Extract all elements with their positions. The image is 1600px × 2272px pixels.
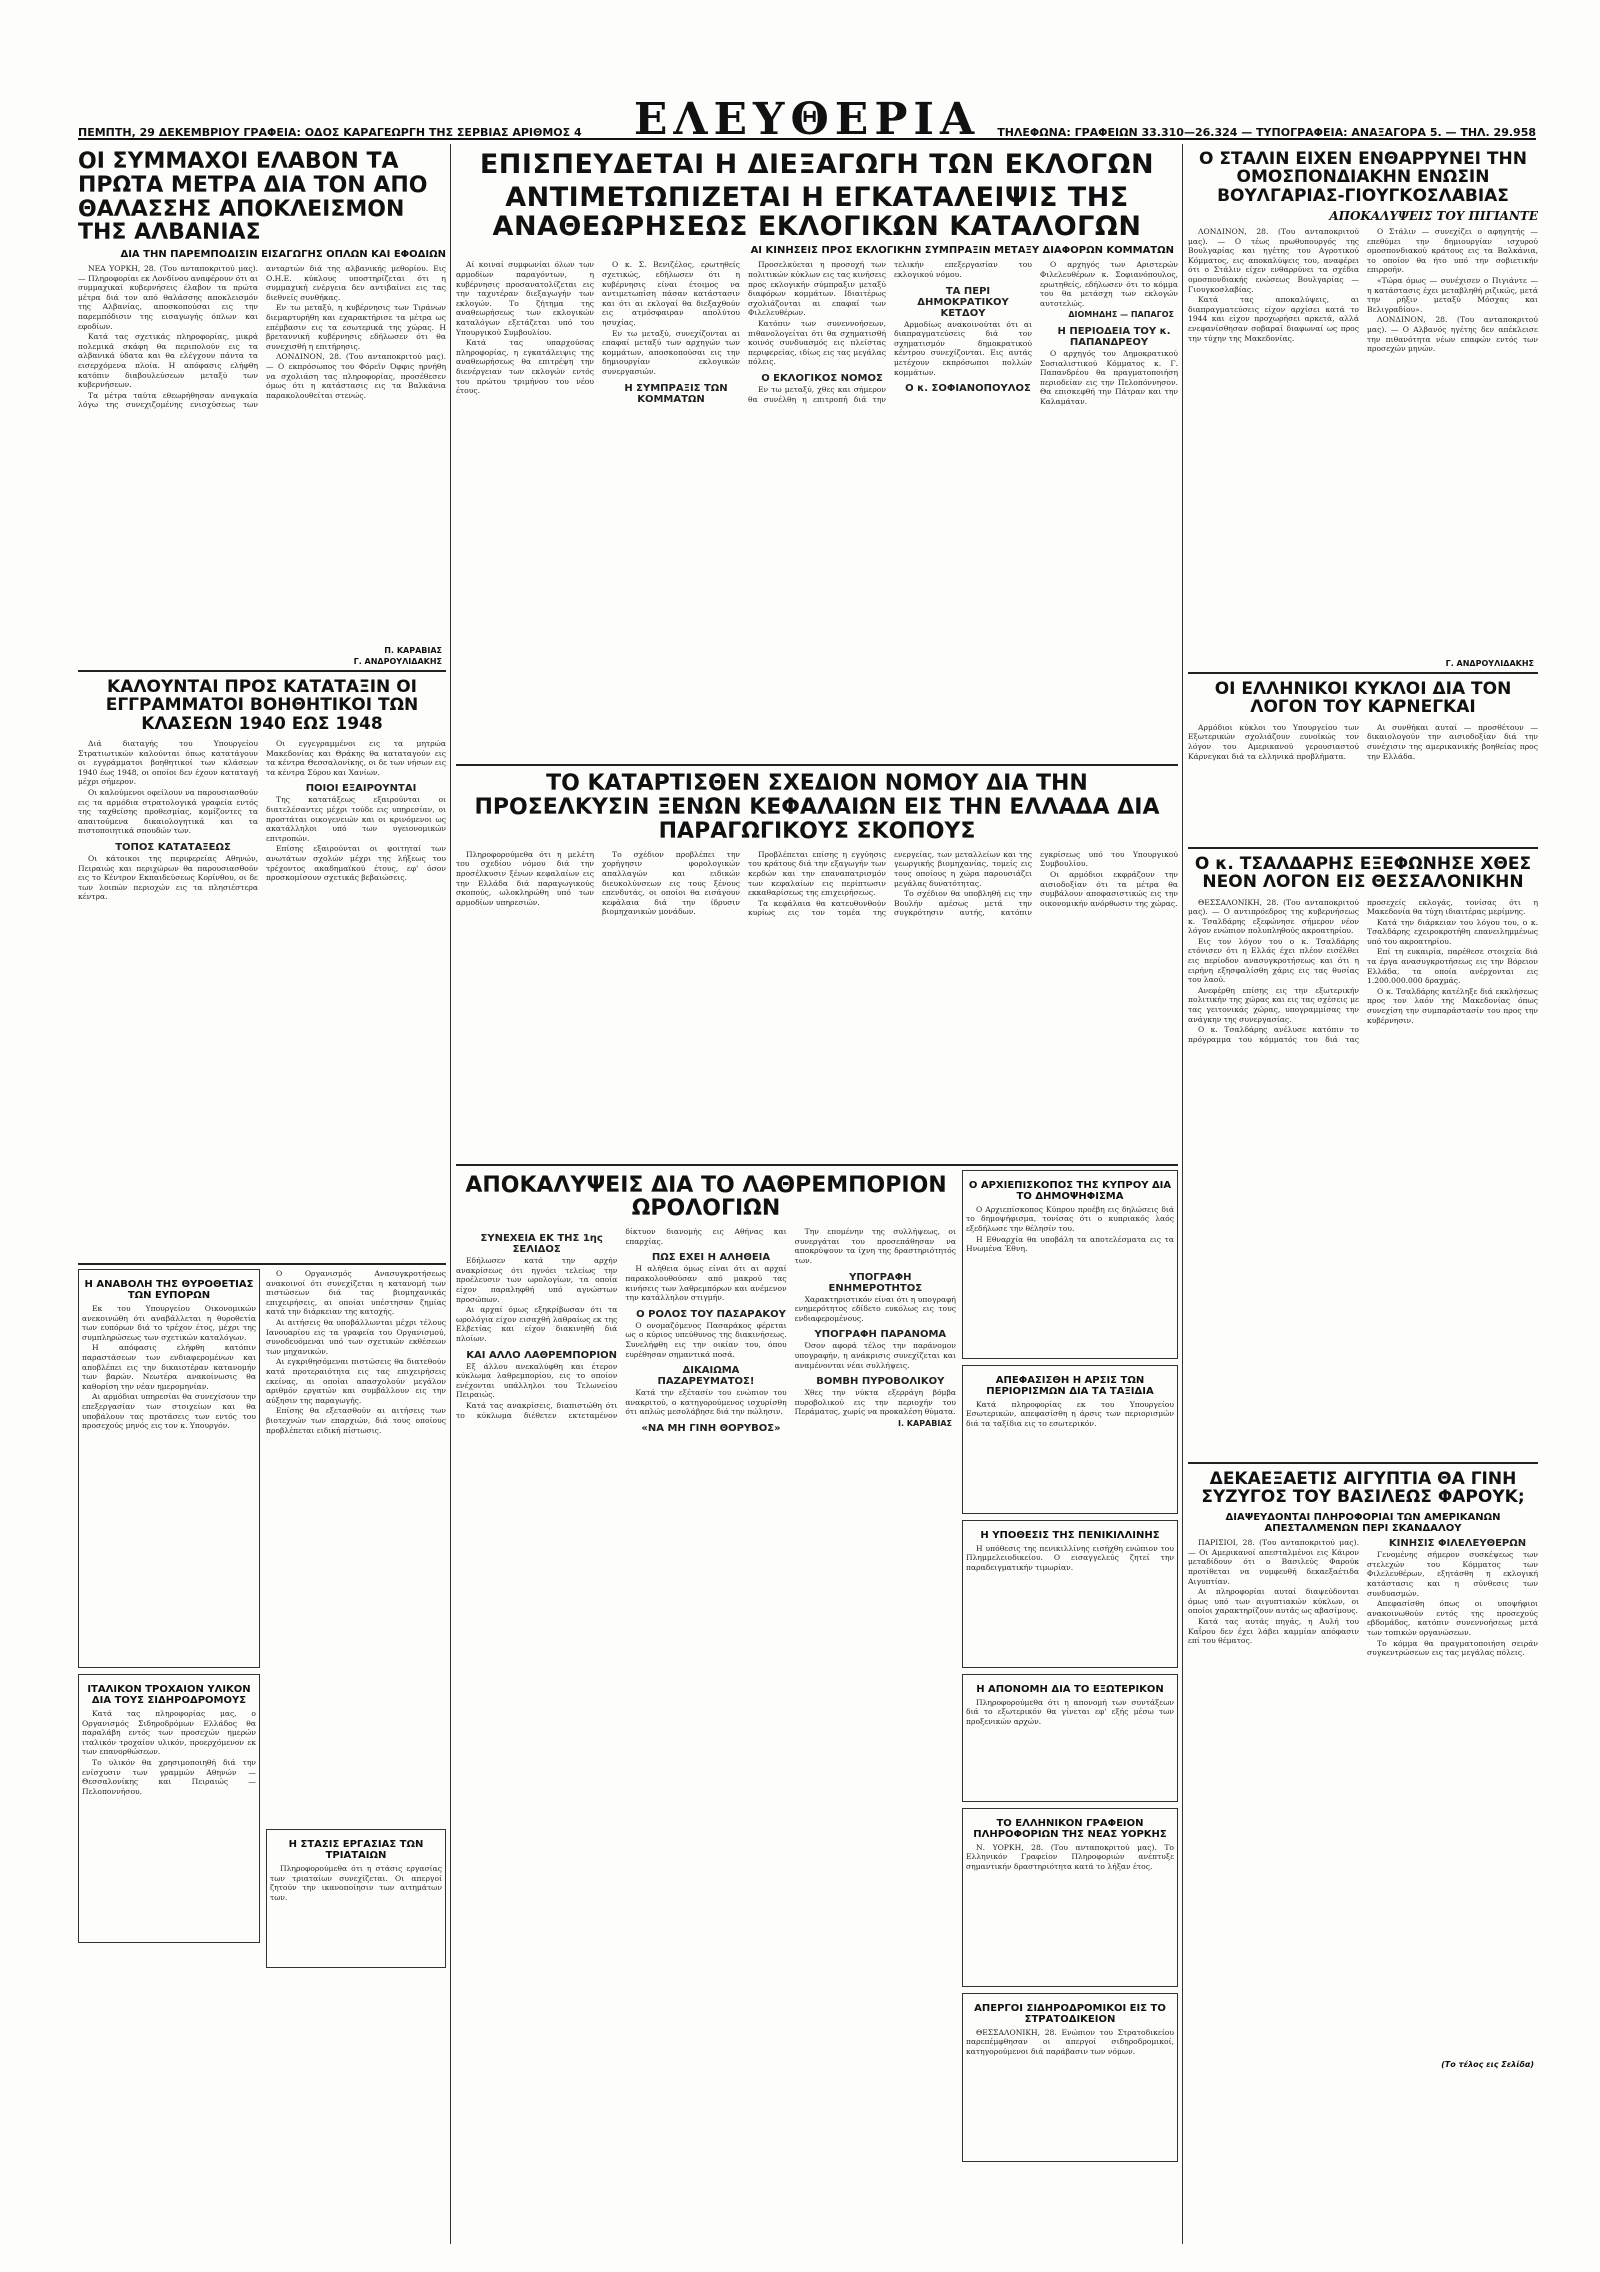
right-headline-2: ΟΙ ΕΛΛΗΝΙΚΟΙ ΚΥΚΛΟΙ ΔΙΑ ΤΟΝ ΛΟΓΟΝ ΤΟΥ ΚΑΡΝΕΓΚΑΙ — [1214, 679, 1512, 718]
column-rule — [450, 144, 451, 2244]
left-subhead: ΔΙΑ ΤΗΝ ΠΑΡΕΜΠΟΔΙΣΙΝ ΕΙΣΑΓΩΓΗΣ ΟΠΛΩΝ ΚΑΙ ΕΦΟΔΙΩΝ — [120, 249, 446, 260]
byline: Π. ΚΑΡΑΒΙΑΣ — [384, 646, 442, 655]
article-body: ΝΕΑ ΥΟΡΚΗ, 28. (Του ανταποκριτού μας). — Πληροφορίαι εκ Λονδίνου αναφέρουν ότι αι συμμαχικαί κυβερνήσεις έλαβον τα πρώτα μέτρα διά τον από θαλάσσης αποκλεισμόν της Αλβανίας, αποσκοπούσαι εις την παρεμπόδισιν της εισαγωγής όπλων και εφοδίων. Κατά τας σχετικάς πληροφορίας, μικρά πολεμικά σκάφη θα περιπολούν εις τα αλβανικά ύδατα και θα ελέγχουν πάντα τα εισερχόμενα πλοία. Η απόφασις ελήφθη κατόπιν διαβουλεύσεων μεταξύ των κυβερνήσεων. Τα μέτρα ταύτα εθεωρήθησαν αναγκαία λόγω της συνεχιζομένης ενισχύσεως των ανταρτών διά της αλβανικής μεθορίου. Εις Ο.Η.Ε. κύκλους υποστηρίζεται ότι η συμμαχική ενέργεια δεν αντιβαίνει εις τας διεθνείς συνθήκας. Εν τω μεταξύ, η κυβέρνησις των Τιράνων διεμαρτυρήθη και εχαρακτήρισε τα μέτρα ως επέμβασιν εις τα εσωτερικά της χώρας. Η βρεταννική κυβέρνησις εδήλωσεν ότι θα συνεχισθή η επιτήρησις. ΛΟΝΔΙΝΟΝ, 28. (Του ανταποκριτού μας). — Ο εκπρόσωπος του Φόρεϊν Όφφις ηρνήθη να σχολιάση τας πληροφορίας, προσέθεσεν όμως ότι η κατάστασις εις τα Βαλκάνια παρακολουθείται στενώς. — [78, 264, 446, 410]
article-body: Η υπόθεσις της πενικιλλίνης εισήχθη ενώπιον του Πλημμελειοδικείου. Ο εισαγγελεύς ζητεί την παραδειγματικήν τιμωρίαν. — [966, 1543, 1174, 1572]
section-heading: ΒΟΜΒΗ ΠΥΡΟΒΟΛΙΚΟΥ — [816, 1376, 945, 1388]
center-column — [456, 146, 1178, 2246]
box-headline: ΑΠΕΡΓΟΙ ΣΙΔΗΡΟΔΡΟΜΙΚΟΙ ΕΙΣ ΤΟ ΣΤΡΑΤΟΔΙΚΕΙΟΝ — [974, 2002, 1166, 2025]
right-subhead-2: ΔΙΑΨΕΥΔΟΝΤΑΙ ΠΛΗΡΟΦΟΡΙΑΙ ΤΩΝ ΑΜΕΡΙΚΑΝΩΝ ΑΠΕΣΤΑΛΜΕΝΩΝ ΠΕΡΙ ΣΚΑΝΔΑΛΟΥ — [1225, 1512, 1501, 1535]
article-body: Πληροφορούμεθα ότι η απονομή των συντάξεων διά το εξωτερικόν θα γίνεται εφ' εξής μέσω των προξενικών αρχών. — [966, 1697, 1174, 1726]
section-heading: ΥΠΟΓΡΑΦΗ ΠΑΡΑΝΟΜΑ — [814, 1329, 947, 1341]
section-heading: ΔΙΚΑΙΩΜΑ ΠΑΖΑΡΕΥΜΑΤΟΣ! — [657, 1365, 755, 1388]
section-heading: ΤΑ ΠΕΡΙ ΔΗΜΟΚΡΑΤΙΚΟΥ ΚΕΤΔΟΥ — [917, 285, 1009, 319]
box-headline: Η ΥΠΟΘΕΣΙΣ ΤΗΣ ΠΕΝΙΚΙΛΛΙΝΗΣ — [980, 1529, 1160, 1541]
article-body: Πληροφορούμεθα ότι η στάσις εργασίας των τριαταίων συνεχίζεται. Οι απεργοί ζητούν την ικανοποίησιν των αιτημάτων των. — [270, 1864, 442, 1902]
section-heading: ΠΟΙΟΙ ΕΞΑΙΡΟΥΝΤΑΙ — [305, 783, 417, 795]
box-headline: ΙΤΑΛΙΚΟΝ ΤΡΟΧΑΙΟΝ ΥΛΙΚΟΝ ΔΙΑ ΤΟΥΣ ΣΙΔΗΡΟΔΡΟΜΟΥΣ — [87, 1684, 251, 1707]
box-headline: Η ΑΠΟΝΟΜΗ ΔΙΑ ΤΟ ΕΞΩΤΕΡΙΚΟΝ — [976, 1683, 1164, 1695]
article-body: ΠΑΡΙΣΙΟΙ, 28. (Του ανταποκριτού μας). — Οι Αμερικανοί απεσταλμένοι εις Κάιρον μεταδίδουν ότι ο Βασιλεύς Φαρούκ προτίθεται να νυμφευθή δεκαεξαέτιδα Αιγυπτίαν. Αι πληροφορίαι αυταί διαψεύδονται όμως υπό των αιγυπτιακών κύκλων, οι οποίοι χαρακτηρίζουν αυτάς ως αβασίμους. Κατά τας αυτάς πηγάς, η Αυλή του Καΐρου δεν έχει λάβει καμμίαν απόφασιν επί του θέματος. ΚΙΝΗΣΙΣ ΦΙΛΕΛΕΥΘΕΡΩΝ Γενομένης σήμερον συσκέψεως των στελεχών του Κόμματος των Φιλελευθέρων, εξητάσθη η εκλογική κατάστασις και η σύνθεσις των συνδυασμών. Απεφασίσθη όπως οι υποψήφιοι ανακοινωθούν εντός της προσεχούς εβδομάδος, κατόπιν συνεννοήσεως μετά των τοπικών οργανώσεων. Το κόμμα θα πραγματοποιήση σειράν συγκεντρώσεων εις τας μεγάλας πόλεις. — [1188, 1538, 1538, 1658]
dateline-right: ΤΗΛΕΦΩΝΑ: ΓΡΑΦΕΙΩΝ 33.310—26.324 — ΤΥΠΟΓΡΑΦΕΙΑ: ΑΝΑΞΑΓΟΡΑ 5. — ΤΗΛ. 29.958 — [997, 126, 1536, 139]
article-body: Ν. ΥΟΡΚΗ, 28. (Του ανταποκριτού μας). Το Ελληνικόν Γραφείον Πληροφοριών ανέπτυξε σημαντικήν δραστηριότητα κατά το λήξαν έτος. — [966, 1842, 1174, 1871]
article-body: Κατά πληροφορίας εκ του Υπουργείου Εσωτερικών, απεφασίσθη η άρσις των περιορισμών διά τα ταξίδια εις το εσωτερικόν. — [966, 1399, 1174, 1428]
box-headline: ΑΠΕΦΑΣΙΣΘΗ Η ΑΡΣΙΣ ΤΩΝ ΠΕΡΙΟΡΙΣΜΩΝ ΔΙΑ ΤΑ ΤΑΞΙΔΙΑ — [986, 1374, 1154, 1397]
byline: Ι. ΚΑΡΑΒΙΑΣ — [898, 1418, 952, 1428]
box-headline: Η ΑΝΑΒΟΛΗ ΤΗΣ ΘΥΡΟΘΕΤΙΑΣ ΤΩΝ ΕΥΠΟΡΩΝ — [84, 1279, 254, 1302]
section-heading: «ΝΑ ΜΗ ΓΙΝΗ ΘΟΡΥΒΟΣ» — [641, 1422, 781, 1434]
center-headline-4: ΑΠΟΚΑΛΥΨΕΙΣ ΔΙΑ ΤΟ ΛΑΘΡΕΜΠΟΡΙΟΝ ΩΡΟΛΟΓΙΩΝ — [465, 1172, 947, 1222]
right-headline: Ο ΣΤΑΛΙΝ ΕΙΧΕΝ ΕΝΘΑΡΡΥΝΕΙ ΤΗΝ ΟΜΟΣΠΟΝΔΙΑΚΗΝ ΕΝΩΣΙΝ ΒΟΥΛΓΑΡΙΑΣ-ΓΙΟΥΓΚΟΣΛΑΒΙΑΣ — [1199, 149, 1527, 206]
article-body: Εκ του Υπουργείου Οικονομικών ανεκοινώθη ότι αναβάλλεται η θυροθετία των ευπόρων διά το τρέχον έτος, μέχρι της συμπληρώσεως των σχετικών καταλόγων. Η απόφασις ελήφθη κατόπιν παραστάσεων των ενδιαφερομένων και αποβλέπει εις την δικαιοτέραν κατανομήν των βαρών. Νεωτέρα ανακοίνωσις θα καθορίση την νέαν ημερομηνίαν. Αι αρμόδιαι υπηρεσίαι θα συνεχίσουν την επεξεργασίαν των στοιχείων και θα υποβάλουν τας προτάσεις των εντός του προσεχούς μηνός εις τον κ. Υπουργόν. — [82, 1304, 256, 1431]
box-headline: Ο ΑΡΧΙΕΠΙΣΚΟΠΟΣ ΤΗΣ ΚΥΠΡΟΥ ΔΙΑ ΤΟ ΔΗΜΟΨΗΦΙΣΜΑ — [968, 1179, 1172, 1202]
section-heading: ΤΟΠΟΣ ΚΑΤΑΤΑΞΕΩΣ — [115, 842, 231, 854]
dateline-left: ΠΕΜΠΤΗ, 29 ΔΕΚΕΜΒΡΙΟΥ ΓΡΑΦΕΙΑ: ΟΔΟΣ ΚΑΡΑΓΕΩΡΓΗ ΤΗΣ ΣΕΡΒΙΑΣ ΑΡΙΘΜΟΣ 4 — [78, 126, 582, 139]
main-subhead: ΑΙ ΚΙΝΗΣΕΙΣ ΠΡΟΣ ΕΚΛΟΓΙΚΗΝ ΣΥΜΠΡΑΞΙΝ ΜΕΤΑΞΥ ΔΙΑΦΟΡΩΝ ΚΟΜΜΑΤΩΝ — [750, 245, 1174, 257]
right-subhead: ΑΠΟΚΑΛΥΨΕΙΣ ΤΟΥ ΠΙΓΙΑΝΤΕ — [1329, 209, 1538, 224]
section-heading: ΥΠΟΓΡΑΦΗ ΕΝΗΜΕΡΟΤΗΤΟΣ — [828, 1271, 923, 1294]
article-body: ΘΕΣΣΑΛΟΝΙΚΗ, 28. Ενώπιον του Στρατοδικείου παρεπέμφθησαν οι απεργοί σιδηροδρομικοί, κατηγορούμενοι διά παράβασιν των νόμων. — [966, 2027, 1174, 2056]
article-body: ΘΕΣΣΑΛΟΝΙΚΗ, 28. (Του ανταποκριτού μας). — Ο αντιπρόεδρος της κυβερνήσεως κ. Τσαλδάρης εξεφώνησε σήμερον νέον λόγον ενώπιον πολυπληθούς ακροατηρίου. Εις τον λόγον του ο κ. Τσαλδάρης ετόνισεν ότι η Ελλάς έχει πλέον εισέλθει εις περίοδον ανασυγκροτήσεως και ότι η ειρήνη εξησφαλίσθη χάρις εις τας θυσίας του λαού. Ανεφέρθη επίσης εις την εξωτερικήν πολιτικήν της χώρας και εις τας σχέσεις με τας γειτονικάς χώρας, υπογραμμίσας την ανάγκην της συνεργασίας. Ο κ. Τσαλδάρης ανέλυσε κατόπιν το πρόγραμμα του κόμματός του διά τας προσεχείς εκλογάς, τονίσας ότι η Μακεδονία θα τύχη ιδιαιτέρας μερίμνης. Κατά την διάρκειαν του λόγου του, ο κ. Τσαλδάρης εχειροκροτήθη επανειλημμένως υπό του ακροατηρίου. Επί τη ευκαιρία, παρέθεσε στοιχεία διά τα έργα ανασυγκροτήσεως εις την Βόρειον Ελλάδα, τα οποία ανέρχονται εις 1.200.000.000 δραχμάς. Ο κ. Τσαλδάρης κατέληξε διά εκκλήσεως προς τον λαόν της Μακεδονίας όπως συνεχίση την συμπαράστασίν του προς την κυβέρνησιν. — [1188, 897, 1538, 1044]
section-heading: ΚΙΝΗΣΙΣ ΦΙΛΕΛΕΥΘΕΡΩΝ — [1388, 1538, 1527, 1550]
section-heading: Ο ΕΚΛΟΓΙΚΟΣ ΝΟΜΟΣ — [761, 373, 883, 384]
column-rule — [1182, 144, 1183, 2244]
box-headline: ΤΟ ΕΛΛΗΝΙΚΟΝ ΓΡΑΦΕΙΟΝ ΠΛΗΡΟΦΟΡΙΩΝ ΤΗΣ ΝΕΑΣ ΥΟΡΚΗΣ — [973, 1817, 1167, 1840]
continued-note: (Το τέλος εις Σελίδα) — [1441, 2060, 1534, 2070]
section-heading: Η ΣΥΜΠΡΑΞΙΣ ΤΩΝ ΚΟΜΜΑΤΩΝ — [624, 382, 728, 405]
main-headline: ΕΠΙΣΠΕΥΔΕΤΑΙ Η ΔΙΕΞΑΓΩΓΗ ΤΩΝ ΕΚΛΟΓΩΝ — [479, 149, 1155, 180]
byline: Γ. ΑΝΔΡΟΥΛΙΔΑΚΗΣ — [1445, 659, 1534, 669]
article-body: Αρμόδιοι κύκλοι του Υπουργείου των Εξωτερικών σχολιάζουν ευνοϊκώς τον λόγον του Αμερικανού γερουσιαστού Κάρνεγκαι διά τα ελληνικά προβλήματα. Αι συνθήκαι αυταί — προσθέτουν — δικαιολογούν την αισιοδοξίαν διά την συνέχισιν της αμερικανικής βοηθείας προς την Ελλάδα. — [1188, 722, 1538, 761]
section-heading: ΣΥΝΕΧΕΙΑ ΕΚ ΤΗΣ 1ης ΣΕΛΙΔΟΣ — [480, 1233, 603, 1256]
article-body: Κατά τας πληροφορίας μας, ο Οργανισμός Σιδηροδρόμων Ελλάδος θα παραλάβη εντός των προσεχών ημερών ιταλικόν τροχαίον υλικόν, προερχόμενον εκ των επανορθώσεων. Το υλικόν θα χρησιμοποιηθή διά την ενίσχυσιν των γραμμών Αθηνών — Θεσσαλονίκης και Πειραιώς — Πελοποννήσου. — [82, 1709, 256, 1796]
main-headline-2: ΑΝΤΙΜΕΤΩΠΙΖΕΤΑΙ Η ΕΓΚΑΤΑΛΕΙΨΙΣ ΤΗΣ ΑΝΑΘΕΩΡΗΣΕΩΣ ΕΚΛΟΓΙΚΩΝ ΚΑΤΑΛΟΓΩΝ — [492, 182, 1142, 243]
dateline — [78, 126, 1536, 140]
section-heading: ΚΑΙ ΑΛΛΟ ΛΑΘΡΕΜΠΟΡΙΟΝ — [466, 1349, 618, 1361]
article-body: Αί κοιναί συμφωνίαι όλων των αρμοδίων παραγόντων, η κυβέρνησις προσανατολίζεται εις την ταχυτέραν διεξαγωγήν των εκλογών. Το ζήτημα της αναθεωρήσεως των εκλογικών καταλόγων εξετάζεται υπό του Υπουργικού Συμβουλίου. Κατά τας υπαρχούσας πληροφορίας, η εγκατάλειψις της αναθεωρήσεως θα επιτρέψη την διενέργειαν των εκλογών εντός του πρώτου τριμήνου του νέου έτους. Ο κ. Σ. Βενιζέλος, ερωτηθείς σχετικώς, εδήλωσεν ότι η κυβέρνησις είναι έτοιμος να αντιμετωπίση πάσαν κατάστασιν και ότι αι εκλογαί θα διεξαχθούν εις ατμόσφαιραν απολύτου ησυχίας. Εν τω μεταξύ, συνεχίζονται αι επαφαί μεταξύ των αρχηγών των κομμάτων, αποσκοπούσαι εις την δημιουργίαν εκλογικών συνεργασιών. Η ΣΥΜΠΡΑΞΙΣ ΤΩΝ ΚΟΜΜΑΤΩΝ Προσελκύεται η προσοχή των πολιτικών κύκλων εις τας κινήσεις προς εκλογικήν σύμπραξιν μεταξύ διαφόρων κομμάτων. Ιδιαιτέρως σχολιάζονται αι επαφαί των Φιλελευθέρων. Κατόπιν των συνεννοήσεων, πιθανολογείται ότι θα σχηματισθή κοινός συνδυασμός εις πλείστας περιφερείας, ιδίως εις τας μεγάλας πόλεις. Ο ΕΚΛΟΓΙΚΟΣ ΝΟΜΟΣ Εν τω μεταξύ, χθες και σήμερον θα συνέλθη η επιτροπή διά την τελικήν επεξεργασίαν του εκλογικού νόμου. ΤΑ ΠΕΡΙ ΔΗΜΟΚΡΑΤΙΚΟΥ ΚΕΤΔΟΥ Αρμοδίως ανακοινούται ότι αι διαπραγματεύσεις διά τον σχηματισμόν δημοκρατικού κέντρου συνεχίζονται. Εις αυτάς μετέχουν εκπρόσωποι πολλών κομμάτων. Ο κ. ΣΟΦΙΑΝΟΠΟΥΛΟΣ Ο αρχηγός των Αριστερών Φιλελευθέρων κ. Σοφιανόπουλος, ερωτηθείς, εδήλωσεν ότι το κόμμα του θα μετάσχη των εκλογών αυτοτελώς. ΔΙΟΜΗΔΗΣ — ΠΑΠΑΓΟΣ Η ΠΕΡΙΟΔΕΙΑ ΤΟΥ κ. ΠΑΠΑΝΔΡΕΟΥ Ο αρχηγός του Δημοκρατικού Σοσιαλιστικού Κόμματος κ. Γ. Παπανδρέου θα πραγματοποιήση περιοδείαν εις την Πελοπόννησον. Θα επισκεφθή την Πάτραν και την Καλαμάταν. — [456, 260, 1178, 406]
article-body: ΣΥΝΕΧΕΙΑ ΕΚ ΤΗΣ 1ης ΣΕΛΙΔΟΣ Εδήλωσεν κατά την αρχήν ανακρίσεως ότι ηγνόει τελείως την προέλευσιν των ωρολογίων, τα οποία είχον παραληφθή υπό αγνώστων προσώπων. Αι αρχαί όμως εξηκρίβωσαν ότι τα ωρολόγια είχον εισαχθή λαθραίως εκ της Ελβετίας και είχον διακινηθή διά πλοίων. ΚΑΙ ΑΛΛΟ ΛΑΘΡΕΜΠΟΡΙΟΝ Εξ άλλου ανεκαλύφθη και έτερον κύκλωμα λαθρεμπορίου, εις το οποίον ενέχονται υπάλληλοι του Τελωνείου Πειραιώς. Κατά τας ανακρίσεις, διαπιστώθη ότι το κύκλωμα διέθετεν εκτεταμένον δίκτυον διανομής εις Αθήνας και επαρχίας. ΠΩΣ ΕΧΕΙ Η ΑΛΗΘΕΙΑ Η αλήθεια όμως είναι ότι αι αρχαί παρακολουθούσαν από μακρού τας κινήσεις των λαθρεμπόρων και ανέμενον την κατάλληλον στιγμήν. Ο ΡΟΛΟΣ ΤΟΥ ΠΑΣΑΡΑΚΟΥ Ο ονομαζόμενος Πασαράκος φέρεται ως ο κύριος υπεύθυνος της διακινήσεως. Συνελήφθη εις την οικίαν του, όπου ευρέθησαν σημαντικά ποσά. ΔΙΚΑΙΩΜΑ ΠΑΖΑΡΕΥΜΑΤΟΣ! Κατά την εξέτασίν του ενώπιον του ανακριτού, ο κατηγορούμενος ισχυρίσθη ότι απλώς μεσολάβησε διά την πώλησιν. «ΝΑ ΜΗ ΓΙΝΗ ΘΟΡΥΒΟΣ» Την επομένην της συλλήψεως, οι συνεργάται του προσεπάθησαν να αποκρύψουν τα ίχνη της δραστηριότητός των. ΥΠΟΓΡΑΦΗ ΕΝΗΜΕΡΟΤΗΤΟΣ Χαρακτηριστικόν είναι ότι η υπογραφή ενημερότητος εδίδετο ευκόλως εις τους ενδιαφερομένους. ΥΠΟΓΡΑΦΗ ΠΑΡΑΝΟΜΑ Όσον αφορά τέλος την παράνομον υπογραφήν, η ανάκρισις συνεχίζεται και αναμένονται νέαι συλλήψεις. ΒΟΜΒΗ ΠΥΡΟΒΟΛΙΚΟΥ Χθες την νύκτα εξερράγη βόμβα πυροβολικού εις την περιοχήν του Περάματος, χωρίς να προκαλέση θύματα. Ι. ΚΑΡΑΒΙΑΣ — [456, 1227, 956, 1434]
left-headline-2: ΚΑΛΟΥΝΤΑΙ ΠΡΟΣ ΚΑΤΑΤΑΞΙΝ ΟΙ ΕΓΓΡΑΜΜΑΤΟΙ ΒΟΗΘΗΤΙΚΟΙ ΤΩΝ ΚΛΑΣΕΩΝ 1940 ΕΩΣ 1948 — [105, 677, 419, 734]
byline: Γ. ΑΝΔΡΟΥΛΙΔΑΚΗΣ — [353, 657, 442, 666]
center-headline-3: ΤΟ ΚΑΤΑΡΤΙΣΘΕΝ ΣΧΕΔΙΟΝ ΝΟΜΟΥ ΔΙΑ ΤΗΝ ΠΡΟΣΕΛΚΥΣΙΝ ΞΕΝΩΝ ΚΕΦΑΛΑΙΩΝ ΕΙΣ ΤΗΝ ΕΛΛΑΔΑ ΔΙΑ ΠΑΡΑΓΩΓΙΚΟΥΣ ΣΚΟΠΟΥΣ — [474, 771, 1160, 844]
box-headline: Η ΣΤΑΣΙΣ ΕΡΓΑΣΙΑΣ ΤΩΝ ΤΡΙΑΤΑΙΩΝ — [288, 1839, 424, 1862]
article-body: Ο Οργανισμός Ανασυγκροτήσεως ανακοινοί ότι συνεχίζεται η κατανομή των πιστώσεων διά τας βιομηχανικάς επιχειρήσεις, αι οποίαι υπέστησαν ζημίας κατά την διάρκειαν της κατοχής. Αι αιτήσεις θα υποβάλλωνται μέχρι τέλους Ιανουαρίου εις τα γραφεία του Οργανισμού, συνοδευόμεναι υπό των σχετικών εκθέσεων των μηχανικών. Αι εγκριθησόμεναι πιστώσεις θα διατεθούν κατά προτεραιότητα εις τας επιχειρήσεις εκείνας, αι οποίαι απασχολούν μεγάλον αριθμόν εργατών και συμβάλλουν εις την αύξησιν της παραγωγής. Επίσης θα εξετασθούν αι αιτήσεις των βιοτεχνών των επαρχιών, διά τους οποίους προβλέπεται ειδική πίστωσις. — [266, 1269, 446, 1435]
byline: ΔΙΟΜΗΔΗΣ — ΠΑΠΑΓΟΣ — [1068, 310, 1174, 320]
right-column — [1188, 146, 1538, 2246]
right-headline-3: Ο κ. ΤΣΑΛΔΑΡΗΣ ΕΞΕΦΩΝΗΣΕ ΧΘΕΣ ΝΕΟΝ ΛΟΓΟΝ ΕΙΣ ΘΕΣΣΑΛΟΝΙΚΗΝ — [1194, 853, 1532, 893]
newspaper-title: ΕΛΕΥΘΕΡΙΑ — [633, 94, 981, 145]
article-body: ΛΟΝΔΙΝΟΝ, 28. (Του ανταποκριτού μας). — Ο τέως πρωθυπουργός της Βουλγαρίας και ηγέτης του Αγροτικού Κόμματος, εις αποκαλύψεις του, αναφέρει ότι ο Στάλιν είχεν ενθαρρύνει τα σχέδια ομοσπονδιακής ενώσεως Βουλγαρίας — Γιουγκοσλαβίας. Κατά τας αποκαλύψεις, αι διαπραγματεύσεις είχον αρχίσει κατά το 1944 και είχον προχωρήσει αρκετά, αλλά ενεφανίσθησαν σοβαραί διαφωναί ως προς την τύχην της Μακεδονίας. Ο Στάλιν — συνεχίζει ο αφηγητής — επεθύμει την δημιουργίαν ισχυρού ομοσπονδιακού κράτους εις τα Βαλκάνια, το οποίον θα ήτο υπό την σοβιετικήν επιρροήν. «Τώρα όμως — συνέχισεν ο Πιγιάντε — η κατάστασις έχει μεταβληθή ριζικώς, μετά την ρήξιν μεταξύ Μόσχας και Βελιγραδίου». ΛΟΝΔΙΝΟΝ, 28. (Του ανταποκριτού μας). — Ο Αλβανός ηγέτης δεν απέκλεισε την πιθανότητα νέων επαφών εντός των προσεχών μηνών. — [1188, 227, 1538, 354]
section-heading: Ο κ. ΣΟΦΙΑΝΟΠΟΥΛΟΣ — [905, 383, 1031, 395]
article-body: Ο Αρχιεπίσκοπος Κύπρου προέβη εις δηλώσεις διά το δημοψήφισμα, τονίσας ότι ο κυπριακός λαός εξεδήλωσε την θέλησίν του. Η Εθναρχία θα υποβάλη τα αποτελέσματα εις τα Ηνωμένα Έθνη. — [966, 1204, 1174, 1254]
article-body: Πληροφορούμεθα ότι η μελέτη του σχεδίου νόμου διά την προσέλκυσιν ξένων κεφαλαίων εις την Ελλάδα διά παραγωγικούς σκοπούς, ωλοκληρώθη υπό των αρμοδίων υπηρεσιών. Το σχέδιον προβλέπει την χορήγησιν φορολογικών απαλλαγών και ειδικών διευκολύνσεων εις τους ξένους επενδυτάς, οι οποίοι θα εισάγουν κεφάλαια διά την ίδρυσιν βιομηχανικών μονάδων. Προβλέπεται επίσης η εγγύησις του κράτους διά την εξαγωγήν των κερδών και την επαναπατρισμόν των κεφαλαίων εις περίπτωσιν εκκαθαρίσεως της επιχειρήσεως. Τα κεφάλαια θα κατευθυνθούν κυρίως εις τον τομέα της ενεργείας, των μεταλλείων και της γεωργικής βιομηχανίας, τομείς εις τους οποίους η χώρα παρουσιάζει μεγάλας δυνατότητας. Το σχέδιον θα υποβληθή εις την Βουλήν αμέσως μετά την συγκρότησιν αυτής, κατόπιν εγκρίσεως υπό του Υπουργικού Συμβουλίου. Οι αρμόδιοι εκφράζουν την αισιοδοξίαν ότι τα μέτρα θα συμβάλουν αποφασιστικώς εις την οικονομικήν ανόρθωσιν της χώρας. — [456, 849, 1178, 918]
left-headline: ΟΙ ΣΥΜΜΑΧΟΙ ΕΛΑΒΟΝ ΤΑ ΠΡΩΤΑ ΜΕΤΡΑ ΔΙΑ ΤΟΝ ΑΠΟ ΘΑΛΑΣΣΗΣ ΑΠΟΚΛΕΙΣΜΟΝ ΤΗΣ ΑΛΒΑΝΙΑΣ — [78, 149, 428, 246]
section-heading: Η ΠΕΡΙΟΔΕΙΑ ΤΟΥ κ. ΠΑΠΑΝΔΡΕΟΥ — [1057, 326, 1171, 349]
right-headline-4: ΔΕΚΑΕΞΑΕΤΙΣ ΑΙΓΥΠΤΙΑ ΘΑ ΓΙΝΗ ΣΥΖΥΓΟΣ ΤΟΥ ΒΑΣΙΛΕΩΣ ΦΑΡΟΥΚ; — [1201, 1468, 1525, 1507]
article-body: Διά διαταγής του Υπουργείου Στρατιωτικών καλούνται όπως κατατάγουν οι εγγράμματοι βοηθητικοί των κλάσεων 1940 έως 1948, οι οποίοι δεν έχουν καταταγή μέχρι σήμερον. Οι καλούμενοι οφείλουν να παρουσιασθούν εις τα αρμόδια στρατολογικά γραφεία εντός της ταχθείσης προθεσμίας, κομίζοντες τα απαιτούμενα δικαιολογητικά και τα πιστοποιητικά σπουδών των. ΤΟΠΟΣ ΚΑΤΑΤΑΞΕΩΣ Οι κάτοικοι της περιφερείας Αθηνών, Πειραιώς και περιχώρων θα παρουσιασθούν εις το Κέντρον Εκπαιδεύσεως Κορίνθου, οι δε των λοιπών περιοχών εις τα πλησιέστερα κέντρα. Οι εγγεγραμμένοι εις τα μητρώα Μακεδονίας και Θράκης θα καταταγούν εις τα κέντρα Θεσσαλονίκης, οι δε των νήσων εις τα κέντρα Σύρου και Χανίων. ΠΟΙΟΙ ΕΞΑΙΡΟΥΝΤΑΙ Της κατατάξεως εξαιρούνται οι διατελέσαντες μέχρι τούδε εις υπηρεσίαν, οι προστάται οικογενειών και οι κρινόμενοι ως ακατάλληλοι υπό των υγειονομικών επιτροπών. Επίσης εξαιρούνται οι φοιτηταί των ανωτάτων σχολών μέχρι της λήξεως του τρέχοντος ακαδημαϊκού έτους, εφ' όσον προσκομίσουν σχετικάς βεβαιώσεις. — [78, 739, 446, 902]
section-heading: ΠΩΣ ΕΧΕΙ Η ΑΛΗΘΕΙΑ — [651, 1252, 771, 1264]
section-heading: Ο ΡΟΛΟΣ ΤΟΥ ΠΑΣΑΡΑΚΟΥ — [636, 1308, 786, 1320]
left-column — [78, 146, 446, 2246]
